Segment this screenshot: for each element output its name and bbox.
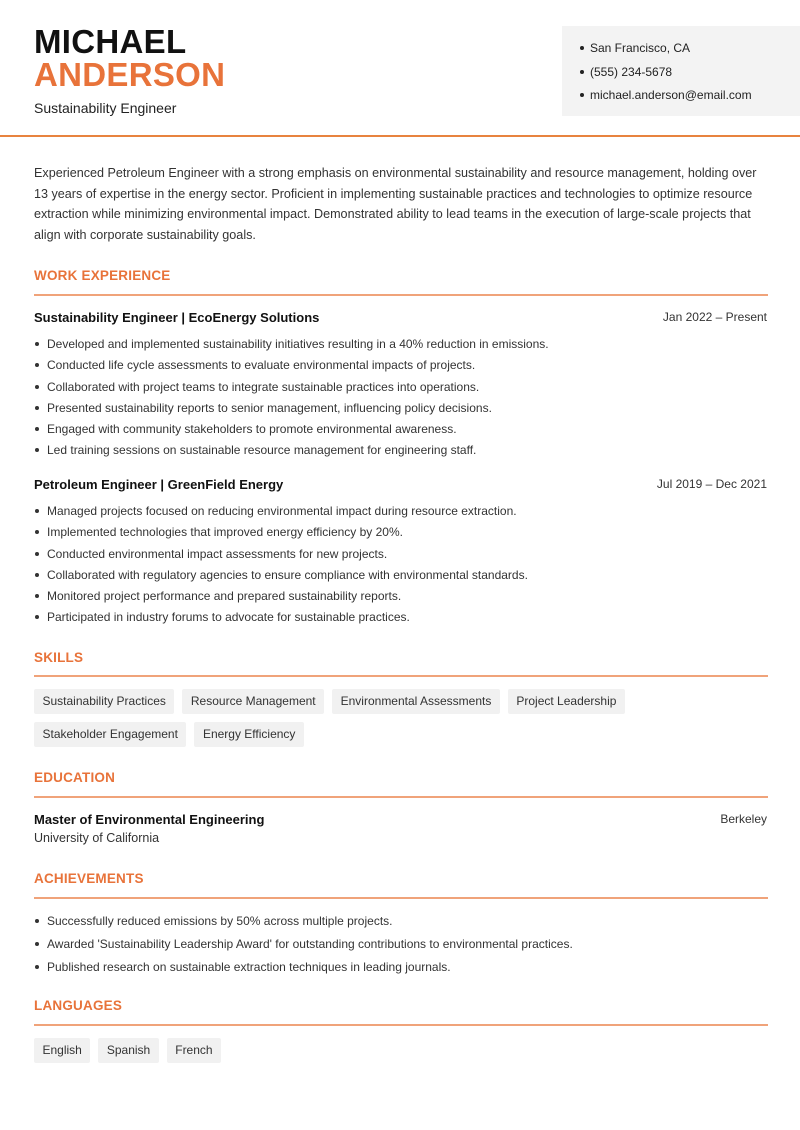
skill-tag: Project Leadership	[508, 689, 625, 714]
list-item: Developed and implemented sustainability initiatives resulting in a 40% reduction in emissions.	[34, 336, 768, 352]
job-title: Sustainability Engineer	[34, 100, 177, 116]
skill-tag: Energy Efficiency	[194, 722, 304, 747]
contact-box	[562, 26, 800, 116]
list-item: Led training sessions on sustainable resource management for engineering staff.	[34, 442, 768, 458]
achievements-list	[34, 913, 768, 983]
list-item: Published research on sustainable extraction techniques in leading journals.	[34, 959, 768, 975]
languages-list	[34, 1038, 774, 1063]
list-item: Managed projects focused on reducing environmental impact during resource extraction.	[34, 503, 768, 519]
languages-heading: LANGUAGES	[34, 998, 123, 1013]
list-item: Engaged with community stakeholders to promote environmental awareness.	[34, 421, 768, 437]
first-name: MICHAEL	[34, 23, 187, 60]
job-2-bullets	[34, 503, 768, 631]
achievements-heading: ACHIEVEMENTS	[34, 871, 144, 886]
language-tag: Spanish	[98, 1038, 158, 1063]
work-experience-heading: WORK EXPERIENCE	[34, 268, 171, 283]
skill-tag: Sustainability Practices	[34, 689, 174, 714]
education-heading: EDUCATION	[34, 770, 116, 785]
language-tag: French	[167, 1038, 221, 1063]
list-item: Collaborated with regulatory agencies to ensure compliance with environmental standards.	[34, 567, 768, 583]
last-name: ANDERSON	[34, 56, 226, 93]
resume-header	[0, 0, 800, 137]
list-item: Successfully reduced emissions by 50% across multiple projects.	[34, 913, 768, 929]
contact-phone: (555) 234-5678	[580, 64, 800, 88]
contact-email[interactable]: michael.anderson@email.com	[580, 87, 800, 111]
skills-heading: SKILLS	[34, 650, 84, 665]
education-location: Berkeley	[720, 812, 767, 826]
skill-tag: Stakeholder Engagement	[34, 722, 186, 747]
list-item: Presented sustainability reports to senior management, influencing policy decisions.	[34, 400, 768, 416]
skills-list	[34, 689, 774, 747]
list-item: Monitored project performance and prepared sustainability reports.	[34, 588, 768, 604]
language-tag: English	[34, 1038, 90, 1063]
job-dates-1: Jan 2022 – Present	[662, 310, 767, 324]
contact-location: San Francisco, CA	[580, 40, 800, 64]
list-item: Implemented technologies that improved energy efficiency by 20%.	[34, 524, 768, 540]
section-divider	[34, 897, 768, 899]
list-item: Conducted environmental impact assessments for new projects.	[34, 546, 768, 562]
section-divider	[34, 1024, 768, 1026]
job-title-2: Petroleum Engineer | GreenField Energy	[34, 477, 284, 492]
section-divider	[34, 796, 768, 798]
job-title-1: Sustainability Engineer | EcoEnergy Solutions	[34, 310, 320, 325]
skill-tag: Resource Management	[182, 689, 324, 714]
list-item: Collaborated with project teams to integrate sustainable practices into operations.	[34, 379, 768, 395]
list-item: Participated in industry forums to advocate for sustainable practices.	[34, 609, 768, 625]
list-item: Awarded 'Sustainability Leadership Award' for outstanding contributions to environmental practices.	[34, 936, 768, 952]
skill-tag: Environmental Assessments	[332, 689, 500, 714]
job-dates-2: Jul 2019 – Dec 2021	[656, 477, 767, 491]
professional-summary: Experienced Petroleum Engineer with a strong emphasis on environmental sustainability and resource management, holding over 13 years of expertise in the energy sector. Proficient in implementing sustainable practices and technologies to optimize resource extraction while minimizing environmental impact. Demonstrated ability to lead teams in the execution of large-scale projects that align with corporate sustainability goals.	[34, 166, 757, 243]
section-divider	[34, 675, 768, 677]
list-item: Conducted life cycle assessments to evaluate environmental impacts of projects.	[34, 357, 768, 373]
job-1-bullets	[34, 336, 768, 464]
school-name: University of California	[34, 831, 160, 845]
section-divider	[34, 294, 768, 296]
degree: Master of Environmental Engineering	[34, 812, 265, 827]
